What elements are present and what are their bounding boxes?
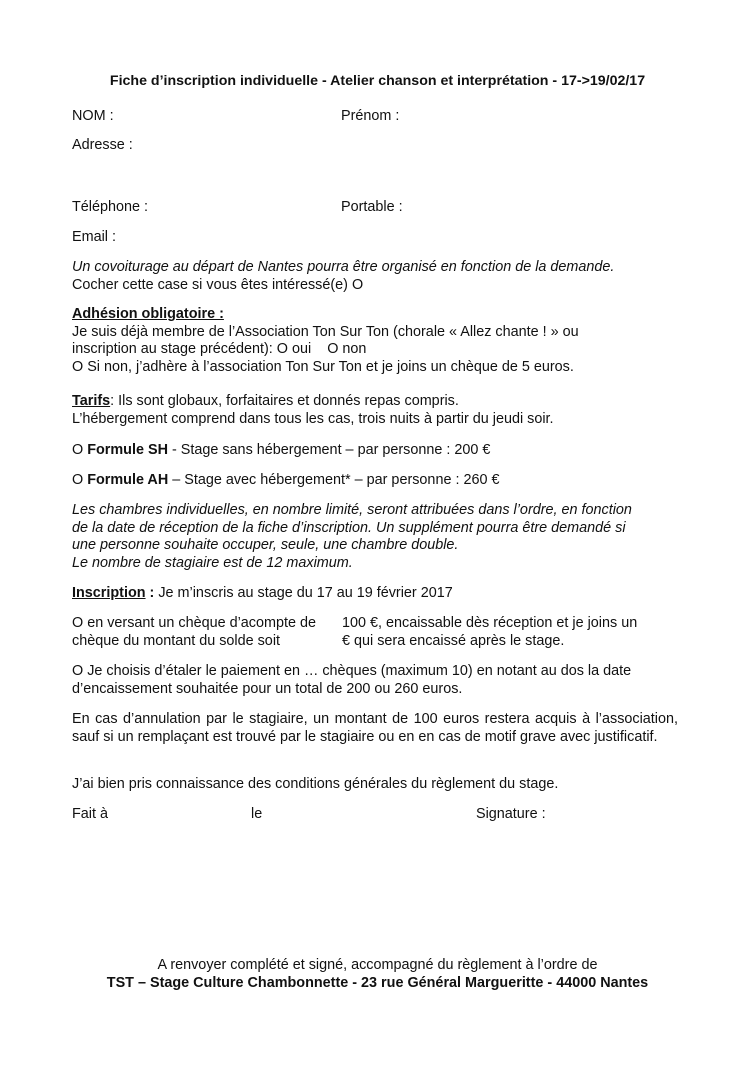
tarifs-section — [72, 393, 678, 428]
date-label: le — [251, 806, 263, 822]
paiement-etale-option[interactable]: O Je choisis d’étaler le paiement en … chèques (maximum 10) en notant au dos la date d’encaissement souhaitée pour un total de 200 ou 260 euros. — [72, 663, 632, 697]
adhesion-join-option[interactable]: O Si non, j’adhère à l’association Ton Sur Ton et je joins un chèque de 5 euros. — [72, 358, 574, 375]
prenom-label: Prénom : — [341, 108, 400, 124]
tarifs-hebergement-text: L’hébergement comprend dans tous les cas, trois nuits à partir du jeudi soir. — [72, 410, 554, 427]
formule-ah-text: – Stage avec hébergement* – par personne : 260 € — [168, 472, 500, 488]
inscription-heading: Inscription — [72, 585, 146, 601]
paiement-acompte-option[interactable]: O en versant un chèque d’acompte de 100 €, encaissable dès réception et je joins un chèque du montant du solde soit € qui sera encaissé après le stage. — [72, 615, 638, 649]
inscription-line: Inscription : Je m’inscris au stage du 17 au 19 février 2017 — [72, 585, 453, 601]
form-title: Fiche d’inscription individuelle - Atelier chanson et interprétation - 17->19/02/17 — [109, 73, 646, 89]
nom-label: NOM : — [72, 108, 114, 124]
fait-a-label: Fait à — [72, 806, 108, 822]
email-label: Email : — [72, 229, 116, 245]
chambres-note: Les chambres individuelles, en nombre limité, seront attribuées dans l’ordre, en fonction de la date de réception de la fiche d’inscription. Un supplément pourra être demandé si une personne souhaite occuper, seule, une chambre double. Le nombre de stagiaire est de 12 maximum. — [72, 502, 632, 571]
formule-ah-name: Formule AH — [87, 472, 169, 488]
adhesion-member-line: Je suis déjà membre de l’Association Ton Sur Ton (chorale « Allez chante ! » ou — [72, 323, 579, 340]
adhesion-section — [72, 306, 678, 376]
formule-sh-name: Formule SH — [87, 442, 168, 458]
formule-ah-option[interactable]: O Formule AH – Stage avec hébergement* – par personne : 260 € — [72, 472, 500, 488]
formule-sh-text: - Stage sans hébergement – par personne : 200 € — [167, 442, 491, 458]
footer-instruction: A renvoyer complété et signé, accompagné du règlement à l’ordre de — [157, 957, 598, 973]
covoiturage-text: Un covoiturage au départ de Nantes pourra être organisé en fonction de la demande. — [72, 259, 615, 275]
portable-label: Portable : — [341, 199, 403, 215]
signature-label: Signature : — [476, 806, 546, 822]
adhesion-option-oui[interactable]: inscription au stage précédent): O oui — [72, 341, 312, 357]
adhesion-heading: Adhésion obligatoire : — [72, 306, 224, 322]
adhesion-choice-line — [72, 341, 678, 359]
annulation-text: En cas d’annulation par le stagiaire, un montant de 100 euros restera acquis à l’association, sauf si un remplaçant est trouvé par le stagiaire ou en en cas de motif grave avec justificatif. — [72, 711, 678, 745]
conditions-text: J’ai bien pris connaissance des conditions générales du règlement du stage. — [72, 776, 559, 792]
adresse-label: Adresse : — [72, 137, 133, 153]
tarifs-heading: Tarifs — [72, 393, 111, 409]
inscription-text: Je m’inscris au stage du 17 au 19 février 2017 — [154, 585, 453, 601]
covoiturage-checkbox-line[interactable]: Cocher cette case si vous êtes intéressé(e) O — [72, 276, 364, 293]
adhesion-option-non[interactable]: O non — [327, 341, 367, 357]
tarifs-text: : Ils sont globaux, forfaitaires et donnés repas compris. — [110, 393, 459, 409]
footer-address: TST – Stage Culture Chambonnette - 23 rue Général Margueritte - 44000 Nantes — [106, 975, 649, 991]
covoiturage-section — [72, 259, 678, 294]
telephone-label: Téléphone : — [72, 199, 149, 215]
formule-sh-option[interactable]: O Formule SH - Stage sans hébergement – par personne : 200 € — [72, 442, 491, 458]
